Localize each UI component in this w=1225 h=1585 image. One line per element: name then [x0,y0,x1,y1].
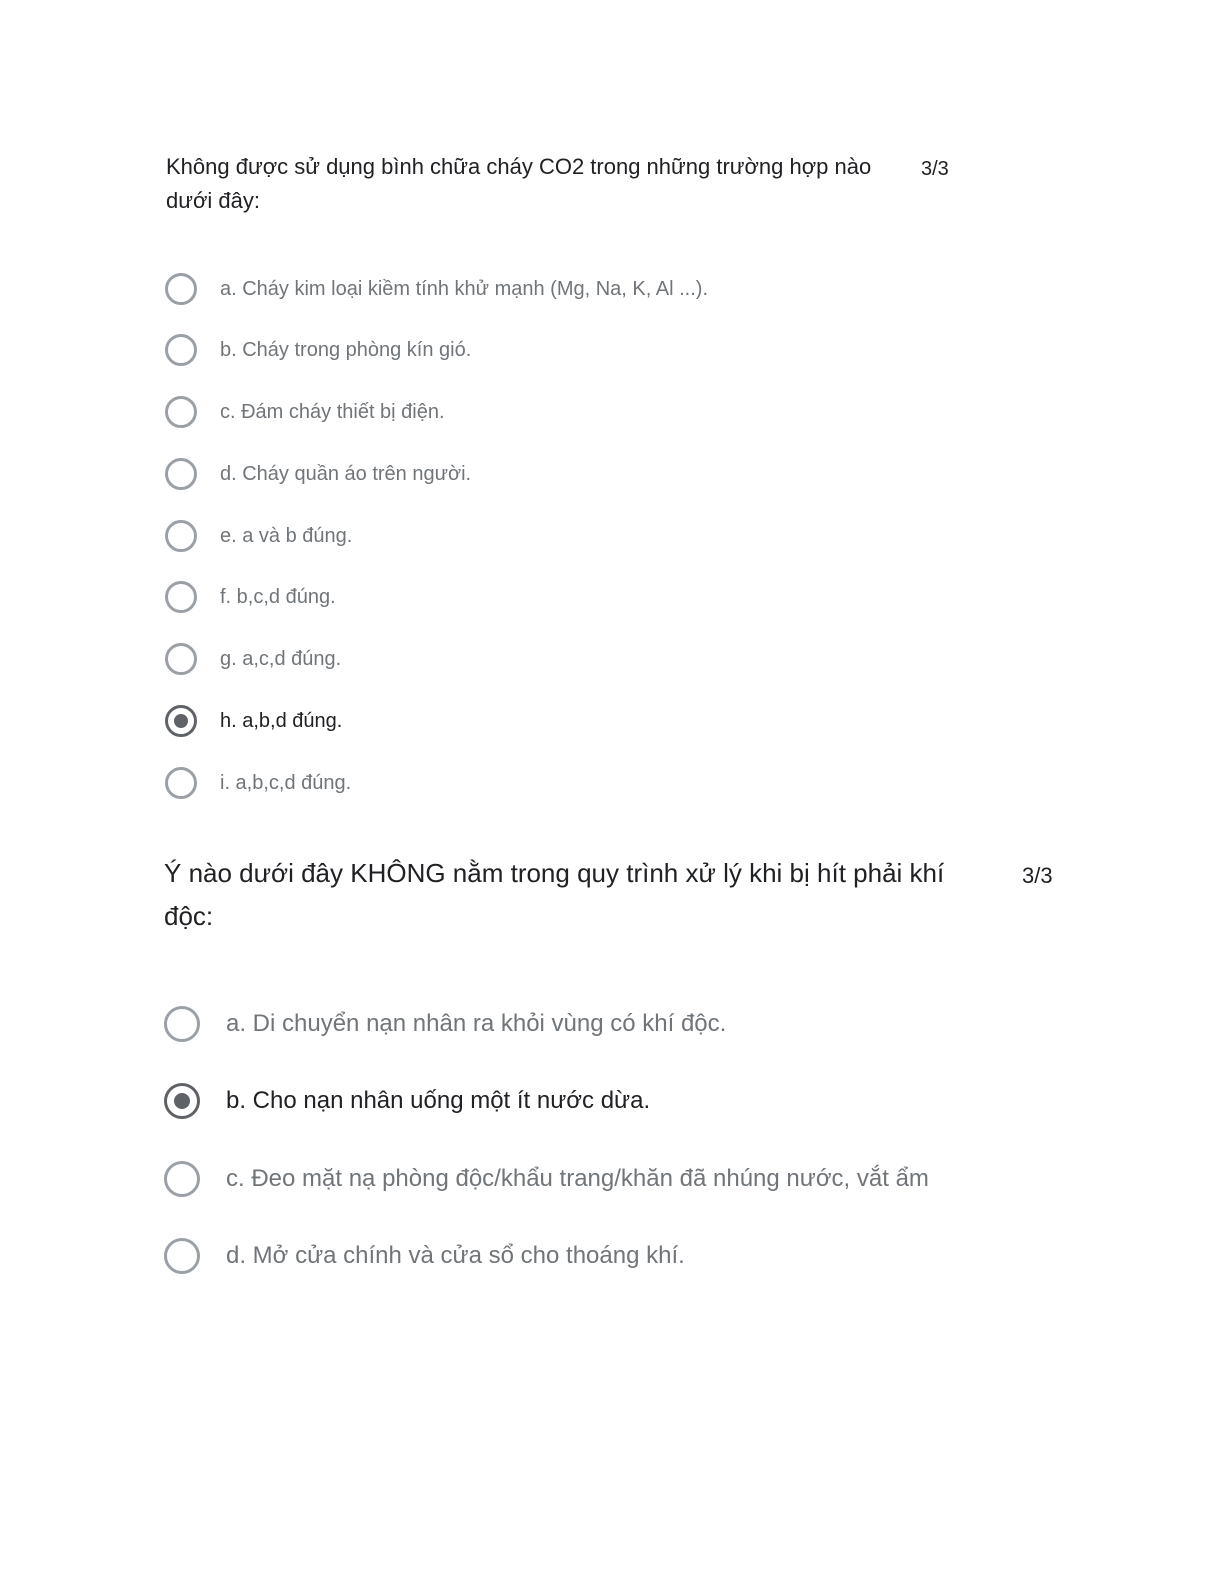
q1-option-b[interactable] [165,334,471,366]
option-label: a. Cháy kim loại kiềm tính khử mạnh (Mg, Na, K, Al ...). [220,277,708,300]
radio-button-icon[interactable] [165,334,197,366]
radio-button-icon[interactable] [164,1238,200,1274]
option-label: h. a,b,d đúng. [220,709,343,732]
option-label: b. Cháy trong phòng kín gió. [220,338,472,361]
radio-button-checked-icon[interactable] [165,705,197,737]
q1-option-e[interactable] [165,520,352,552]
radio-button-icon[interactable] [165,396,197,428]
q2-option-c[interactable] [164,1161,929,1197]
question-2-title: Ý nào dưới đây KHÔNG nằm trong quy trình xử lý khi bị hít phải khí độc: [164,858,945,931]
option-label: c. Đám cháy thiết bị điện. [220,400,445,423]
q2-option-b[interactable] [164,1083,650,1119]
q2-option-a[interactable] [164,1006,726,1042]
radio-button-icon[interactable] [165,273,197,305]
radio-button-icon[interactable] [165,643,197,675]
q1-option-d[interactable] [165,458,471,490]
question-1-title: Không được sử dụng bình chữa cháy CO2 trong những trường hợp nào dưới đây: [166,154,872,213]
radio-button-icon[interactable] [164,1006,200,1042]
question-2-header [164,852,1053,938]
question-1-header [166,150,949,218]
radio-button-icon[interactable] [165,581,197,613]
option-label: d. Mở cửa chính và cửa sổ cho thoáng khí. [226,1242,685,1269]
radio-button-icon[interactable] [165,767,197,799]
radio-button-checked-icon[interactable] [164,1083,200,1119]
option-label: g. a,c,d đúng. [220,647,342,670]
option-label: b. Cho nạn nhân uống một ít nước dừa. [226,1087,651,1114]
question-2-score: 3/3 [1022,863,1053,888]
q1-option-h[interactable] [165,705,342,737]
q1-option-g[interactable] [165,643,341,675]
q1-option-i[interactable] [165,767,351,799]
q1-option-a[interactable] [165,273,708,305]
option-label: f. b,c,d đúng. [220,585,336,608]
question-1-score: 3/3 [921,158,949,180]
q1-option-f[interactable] [165,581,336,613]
option-label: a. Di chuyển nạn nhân ra khỏi vùng có khí độc. [226,1010,727,1037]
option-label: i. a,b,c,d đúng. [220,771,352,794]
option-label: e. a và b đúng. [220,524,353,547]
q2-option-d[interactable] [164,1238,685,1274]
radio-button-icon[interactable] [164,1161,200,1197]
radio-button-icon[interactable] [165,458,197,490]
q1-option-c[interactable] [165,396,445,428]
option-label: c. Đeo mặt nạ phòng độc/khẩu trang/khăn đã nhúng nước, vắt ẩm [226,1165,929,1192]
option-label: d. Cháy quần áo trên người. [220,462,472,485]
radio-button-icon[interactable] [165,520,197,552]
